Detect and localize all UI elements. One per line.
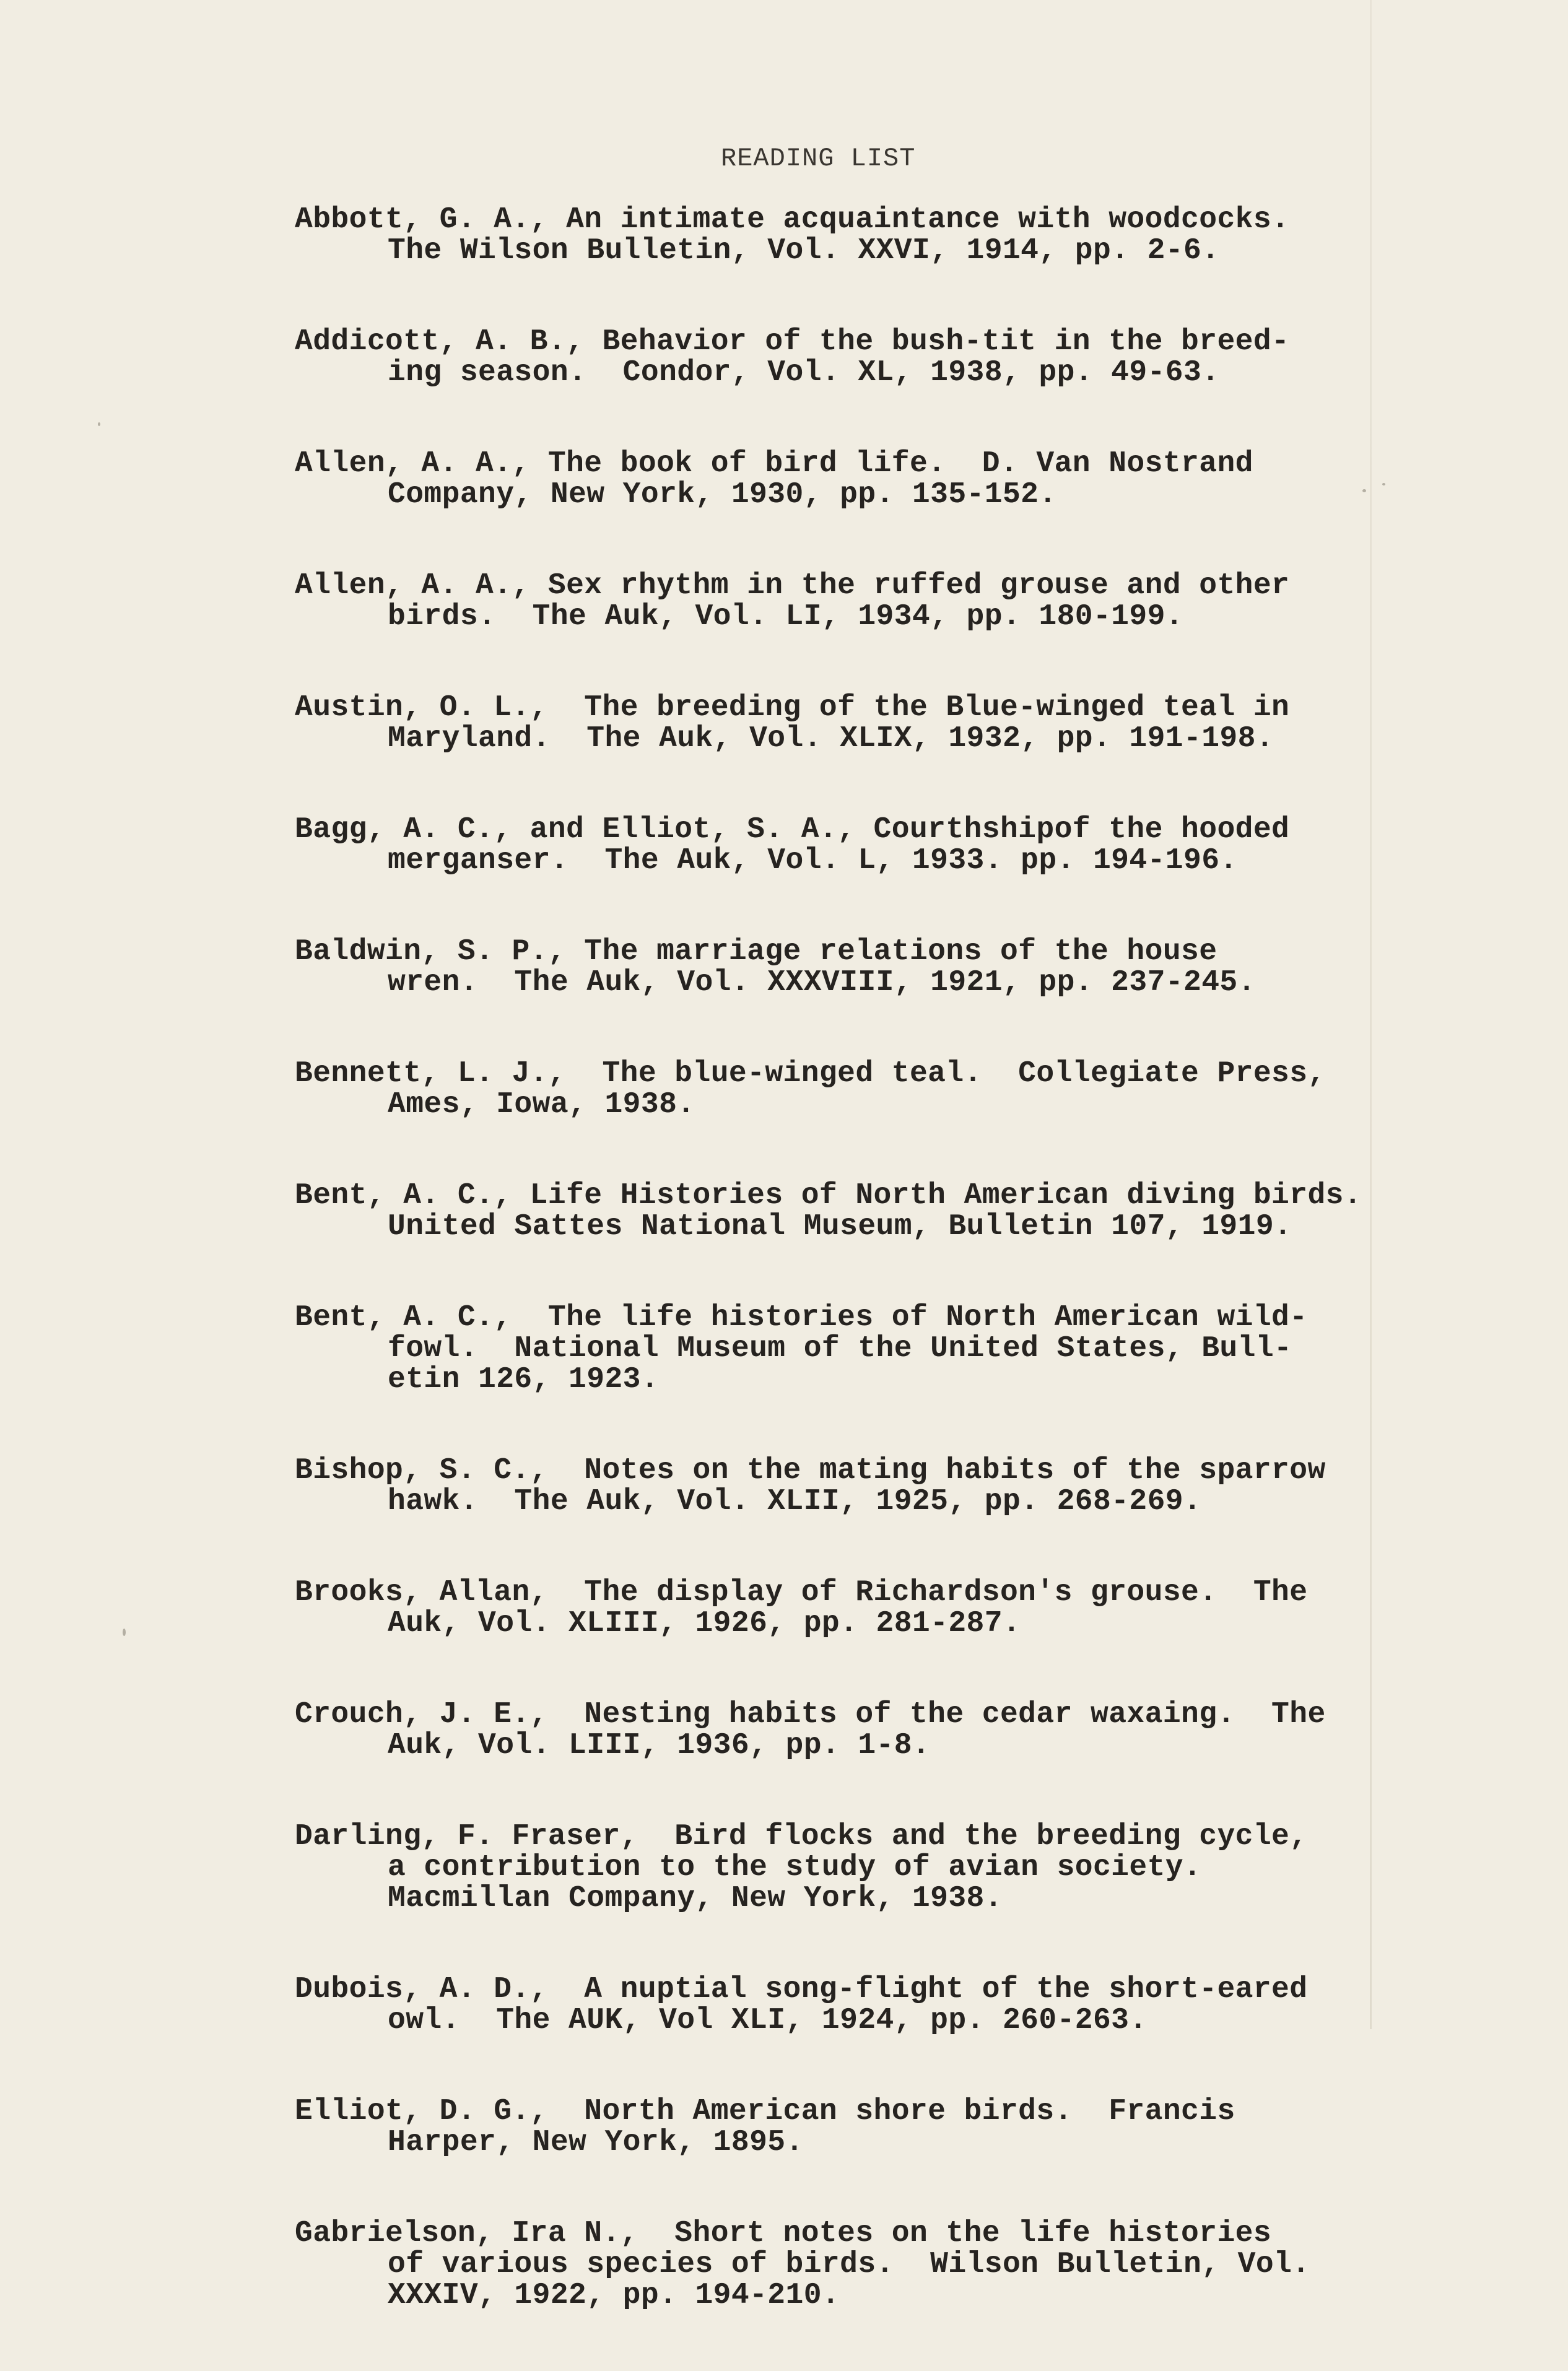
entry-continuation-line: Maryland. The Auk, Vol. XLIX, 1932, pp. 191-198. <box>388 722 1274 755</box>
entry-continuation-line: XXXIV, 1922, pp. 194-210. <box>388 2279 840 2312</box>
paper-speck <box>1382 483 1385 485</box>
entry-first-line: Bent, A. C., The life histories of North American wild- <box>295 1301 1308 1334</box>
entry-continuation-line: birds. The Auk, Vol. LI, 1934, pp. 180-199. <box>388 600 1184 633</box>
reading-list <box>295 204 1385 2371</box>
entry-first-line: Addicott, A. B., Behavior of the bush-tit in the breed- <box>295 325 1290 359</box>
entry-first-line: Crouch, J. E., Nesting habits of the cedar waxaing. The <box>295 1698 1326 1731</box>
entry-first-line: Elliot, D. G., North American shore birds. Francis <box>295 2095 1235 2128</box>
entry-first-line: Allen, A. A., The book of bird life. D. Van Nostrand <box>295 447 1253 481</box>
reading-list-entry <box>295 1058 1385 1120</box>
entry-continuation-line: merganser. The Auk, Vol. L, 1933. pp. 194-196. <box>388 844 1238 877</box>
reading-list-entry <box>295 1180 1385 1242</box>
reading-list-entry <box>295 1699 1385 1761</box>
entry-continuation-line: Company, New York, 1930, pp. 135-152. <box>388 478 1057 511</box>
entry-first-line: Brooks, Allan, The display of Richardson's grouse. The <box>295 1576 1308 1609</box>
entry-continuation-line: hawk. The Auk, Vol. XLII, 1925, pp. 268-269. <box>388 1485 1202 1518</box>
entry-continuation-line: fowl. National Museum of the United States, Bull- <box>388 1332 1292 1365</box>
entry-first-line: Allen, A. A., Sex rhythm in the ruffed grouse and other <box>295 569 1290 603</box>
paper-speck <box>1362 489 1366 492</box>
reading-list-entry <box>295 326 1385 388</box>
reading-list-entry <box>295 1974 1385 2036</box>
entry-first-line: Darling, F. Fraser, Bird flocks and the breeding cycle, <box>295 1820 1308 1853</box>
entry-first-line: Bagg, A. C., and Elliot, S. A., Courthshipof the hooded <box>295 813 1290 846</box>
entry-first-line: Baldwin, S. P., The marriage relations of the house <box>295 935 1217 968</box>
entry-continuation-line: owl. The AUK, Vol XLI, 1924, pp. 260-263. <box>388 2004 1148 2037</box>
entry-continuation-line: Auk, Vol. XLIII, 1926, pp. 281-287. <box>388 1607 1021 1640</box>
reading-list-entry <box>295 814 1385 876</box>
entry-continuation-line: wren. The Auk, Vol. XXXVIII, 1921, pp. 237-245. <box>388 966 1256 999</box>
entry-continuation-line: United Sattes National Museum, Bulletin 107, 1919. <box>388 1210 1292 1243</box>
entry-continuation-line: ing season. Condor, Vol. XL, 1938, pp. 49-63. <box>388 356 1220 389</box>
paper-speck <box>98 422 100 426</box>
reading-list-entry <box>295 570 1385 632</box>
entry-continuation-line: Auk, Vol. LIII, 1936, pp. 1-8. <box>388 1729 931 1762</box>
entry-continuation-line: of various species of birds. Wilson Bulletin, Vol. <box>388 2248 1310 2281</box>
reading-list-entry <box>295 936 1385 998</box>
reading-list-entry <box>295 2218 1385 2311</box>
entry-first-line: Gabrielson, Ira N., Short notes on the life histories <box>295 2217 1272 2250</box>
entry-continuation-line: etin 126, 1923. <box>388 1363 660 1396</box>
reading-list-entry <box>295 692 1385 754</box>
page-title: READING LIST <box>721 144 916 173</box>
reading-list-entry <box>295 1455 1385 1517</box>
reading-list-entry <box>295 1821 1385 1914</box>
reading-list-entry <box>295 448 1385 510</box>
entry-continuation-line: Harper, New York, 1895. <box>388 2126 804 2159</box>
entry-first-line: Austin, O. L., The breeding of the Blue-winged teal in <box>295 691 1290 724</box>
entry-first-line: Bennett, L. J., The blue-winged teal. Collegiate Press, <box>295 1057 1326 1090</box>
reading-list-entry <box>295 204 1385 266</box>
entry-continuation-line: The Wilson Bulletin, Vol. XXVI, 1914, pp. 2-6. <box>388 234 1220 268</box>
entry-first-line: Dubois, A. D., A nuptial song-flight of the short-eared <box>295 1973 1308 2006</box>
entry-first-line: Bent, A. C., Life Histories of North American diving birds. <box>295 1179 1362 1212</box>
entry-continuation-line: a contribution to the study of avian society. <box>388 1851 1202 1884</box>
entry-first-line: Bishop, S. C., Notes on the mating habits of the sparrow <box>295 1454 1326 1487</box>
entry-first-line: Abbott, G. A., An intimate acquaintance with woodcocks. <box>295 203 1290 237</box>
entry-continuation-line: Ames, Iowa, 1938. <box>388 1088 695 1121</box>
reading-list-entry <box>295 1577 1385 1639</box>
reading-list-entry <box>295 2096 1385 2158</box>
entry-continuation-line: Macmillan Company, New York, 1938. <box>388 1882 1003 1915</box>
paper-speck <box>123 1629 126 1636</box>
reading-list-entry <box>295 1302 1385 1395</box>
